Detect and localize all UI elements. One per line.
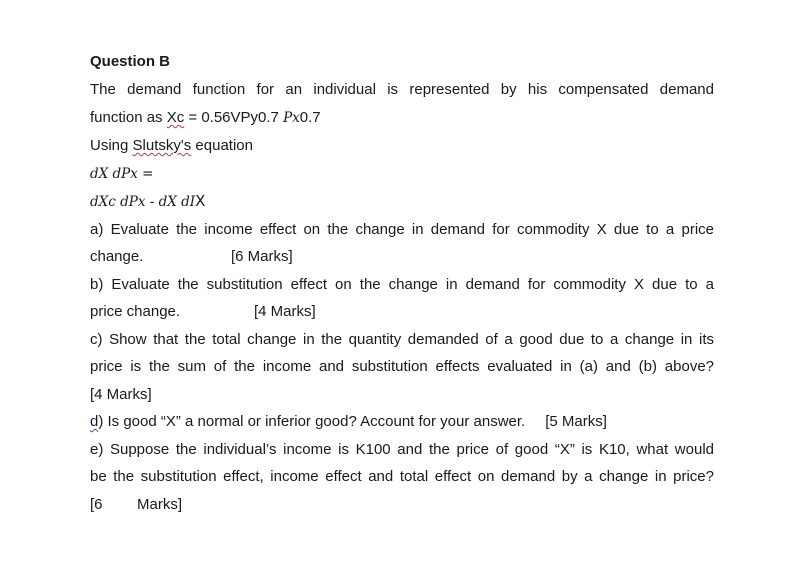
- part-d-letter: d: [90, 413, 99, 430]
- intro-prefix: function as: [90, 109, 167, 126]
- slutsky-line: [90, 137, 714, 155]
- part-e-line-1: e) Suppose the individual’s income is K100 and the price of good “X” is K10, what would: [90, 441, 714, 458]
- question-title: Question B: [90, 53, 171, 70]
- equation-line-1: dX dPx =: [90, 166, 154, 182]
- part-e-line-3: [90, 496, 714, 514]
- part-c-line-3: [4 Marks]: [90, 386, 152, 403]
- part-b-line-2: [90, 303, 714, 321]
- intro-mid: = 0.56VPy0.7: [184, 109, 284, 126]
- part-a-line-2: [90, 248, 714, 266]
- intro-line-1: The demand function for an individual is represented by his compensated demand: [90, 81, 714, 98]
- part-b-text: price change.: [90, 303, 181, 320]
- part-d-marks: [5 Marks]: [545, 413, 607, 430]
- px-symbol: Px: [283, 110, 300, 126]
- equation-math: dXc dPx - dX dI: [90, 194, 196, 210]
- part-d-line: [90, 413, 714, 431]
- intro-line-2: [90, 109, 714, 127]
- part-a-marks: [6 Marks]: [231, 248, 293, 265]
- slutsky-word: Slutsky's: [132, 137, 192, 154]
- part-e-marks-close: Marks]: [137, 496, 182, 513]
- intro-suffix: 0.7: [299, 109, 321, 126]
- part-e-line-2: be the substitution effect, income effect and total effect on demand by a change in price?: [90, 468, 714, 485]
- part-a-text: change.: [90, 248, 144, 265]
- xc-symbol: Xc: [166, 109, 185, 126]
- equation-line-2: [90, 192, 714, 211]
- part-a-line-1: a) Evaluate the income effect on the change in demand for commodity X due to a price: [90, 221, 714, 238]
- part-d-text: ) Is good “X” a normal or inferior good? Account for your answer.: [98, 413, 526, 430]
- part-b-line-1: b) Evaluate the substitution effect on the change in demand for commodity X due to a: [90, 276, 714, 293]
- part-b-marks: [4 Marks]: [254, 303, 316, 320]
- part-c-line-2: price is the sum of the income and substitution effects evaluated in (a) and (b) above?: [90, 358, 714, 375]
- equation-tail: X: [195, 192, 206, 210]
- part-c-line-1: c) Show that the total change in the quantity demanded of a good due to a change in its: [90, 331, 714, 348]
- slutsky-suffix: equation: [191, 137, 253, 154]
- part-e-marks-open: [6: [90, 496, 103, 513]
- slutsky-prefix: Using: [90, 137, 133, 154]
